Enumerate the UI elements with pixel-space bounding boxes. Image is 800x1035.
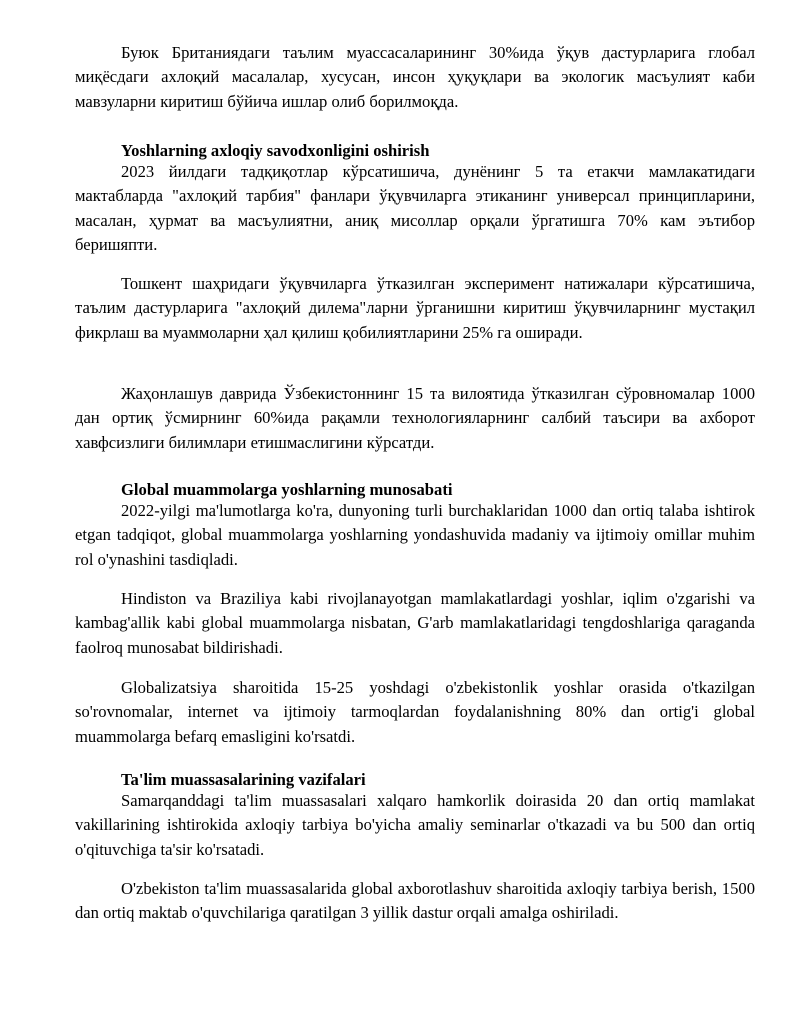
- section-heading-institution-tasks: [75, 769, 755, 791]
- paragraph-globalization-survey: [75, 676, 755, 749]
- section-heading-global-problems: [75, 479, 755, 501]
- paragraph-text: Samarqanddagi ta'lim muassasalari xalqaro hamkorlik doirasida 20 dan ortiq mamlakat vakillarining ishtirokida axloqiy tarbiya bo'yicha amaliy seminarlar o'tkazadi va bu 500 dan ortiq o'qituvchiga ta'sir ko'rsatadi.: [75, 791, 755, 859]
- paragraph-text: Буюк Британиядаги таълим муассасаларининг 30%ида ўқув дастурларига глобал миқёсдаги ахлоқий масалалар, хусусан, инсон ҳуқуқлари ва экологик масъулият каби мавзуларни киритиш бўйича ишлар олиб борилмоқда.: [75, 43, 755, 111]
- paragraph-text: Globalizatsiya sharoitida 15-25 yoshdagi o'zbekistonlik yoshlar orasida o'tkazilgan so'rovnomalar, internet va ijtimoiy tarmoqlardan foydalanishning 80% dan ortig'i global muammolarga befarq emasligini ko'rsatdi.: [75, 678, 755, 746]
- paragraph-2023-research: [75, 160, 755, 257]
- paragraph-regional-survey: [75, 382, 755, 455]
- paragraph-tashkent-experiment: [75, 272, 755, 345]
- paragraph-uzbekistan-program: [75, 877, 755, 926]
- paragraph-developing-countries: [75, 587, 755, 660]
- paragraph-text: 2022-yilgi ma'lumotlarga ko'ra, dunyoning turli burchaklaridan 1000 dan ortiq talaba ishtirok etgan tadqiqot, global muammolarga yoshlarning yondashuvida madaniy va ijtimoiy omillar muhim rol o'ynashini tasdiqladi.: [75, 501, 755, 569]
- paragraph-text: O'zbekiston ta'lim muassasalarida global axborotlashuv sharoitida axloqiy tarbiya berish, 1500 dan ortiq maktab o'quvchilariga qaratilgan 3 yillik dastur orqali amalga oshiriladi.: [75, 879, 755, 923]
- paragraph-text: Hindiston va Braziliya kabi rivojlanayotgan mamlakatlardagi yoshlar, iqlim o'zgarishi va kambag'allik kabi global muammolarga nisbatan, G'arb mamlakatlaridagi tengdoshlariga qaraganda faolroq munosabat bildirishadi.: [75, 589, 755, 657]
- paragraph-uk-schools: [75, 41, 755, 114]
- heading-text: Global muammolarga yoshlarning munosabati: [121, 480, 453, 499]
- section-heading-ethical-literacy: [75, 140, 755, 162]
- heading-text: Ta'lim muassasalarining vazifalari: [121, 770, 366, 789]
- paragraph-2022-data: [75, 499, 755, 572]
- heading-text: Yoshlarning axloqiy savodxonligini oshirish: [121, 141, 430, 160]
- paragraph-text: Тошкент шаҳридаги ўқувчиларга ўтказилган эксперимент натижалари кўрсатишича, таълим дастурларига "ахлоқий дилема"ларни ўрганишни киритиш ўқувчиларнинг мустақил фикрлаш ва муаммоларни ҳал қилиш қобилиятларини 25% га оширади.: [75, 274, 755, 342]
- paragraph-text: Жаҳонлашув даврида Ўзбекистоннинг 15 та вилоятида ўтказилган сўровномалар 1000 дан ортиқ ўсмирнинг 60%ида рақамли технологияларнинг салбий таъсири ва ахборот хавфсизлиги билимлари етишмаслигини кўрсатди.: [75, 384, 755, 452]
- paragraph-samarkand-seminars: [75, 789, 755, 862]
- paragraph-text: 2023 йилдаги тадқиқотлар кўрсатишича, дунёнинг 5 та етакчи мамлакатидаги мактабларда "ахлоқий тарбия" фанлари ўқувчиларга этиканинг универсал принципларини, масалан, ҳурмат ва масъулиятни, аниқ мисоллар орқали ўргатишга 70% кам эътибор беришяпти.: [75, 162, 755, 254]
